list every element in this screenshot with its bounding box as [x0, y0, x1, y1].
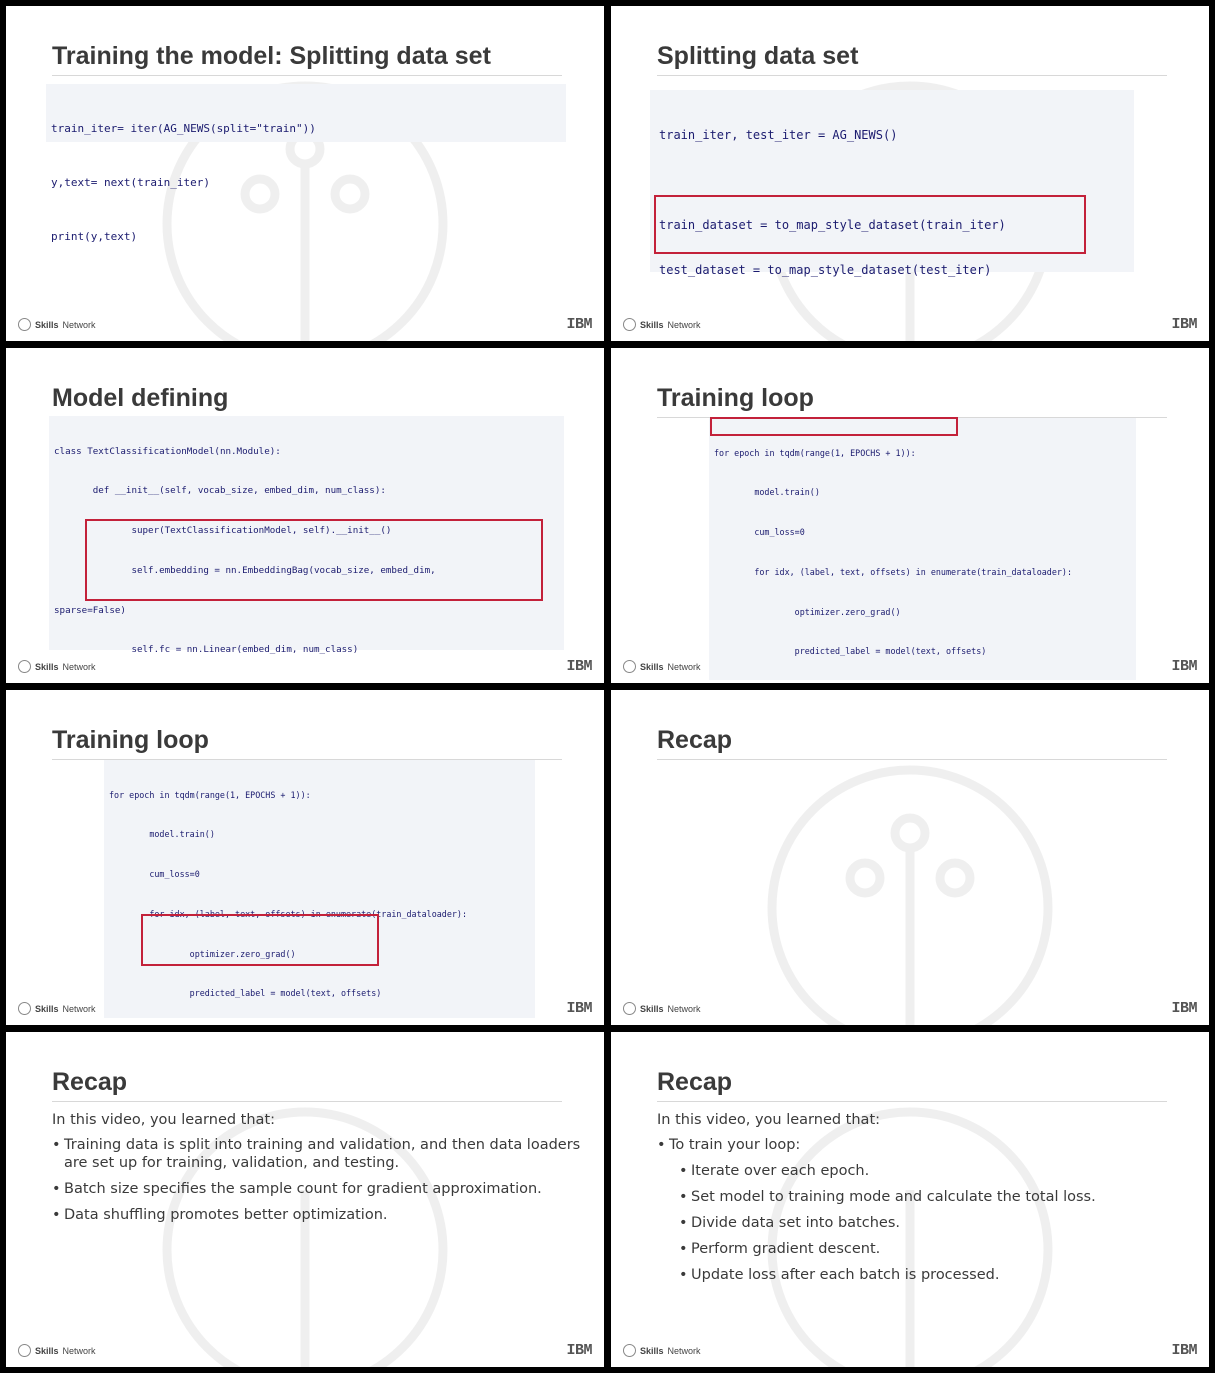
code-line: class TextClassificationModel(nn.Module):: [54, 445, 281, 457]
skills-network-logo: Skills Network: [623, 1002, 701, 1015]
bullet-list: [52, 1136, 584, 1224]
sub-bullet-item: • Perform gradient descent.: [679, 1240, 1189, 1258]
slide-splitting-data-set[interactable]: [611, 6, 1209, 341]
ibm-logo: IBM: [566, 316, 592, 333]
skills-network-logo: Skills Network: [623, 660, 701, 673]
code-line: predicted_label = model(text, offsets): [714, 646, 987, 657]
skills-network-logo: Skills Network: [18, 318, 96, 331]
slide-title: Training the model: Splitting data set: [52, 42, 562, 76]
slide-recap-title[interactable]: [611, 690, 1209, 1025]
code-line: for epoch in tqdm(range(1, EPOCHS + 1)):: [109, 789, 311, 800]
highlight-box: [85, 519, 543, 601]
recap-body: [52, 1112, 584, 1232]
bullet-list: [657, 1136, 1189, 1284]
sub-bullet-item: • Update loss after each batch is processed.: [679, 1266, 1189, 1284]
code-line: cum_loss=0: [109, 869, 200, 879]
code-line: [659, 308, 1134, 323]
slide-title: Recap: [52, 1068, 562, 1102]
ibm-logo: IBM: [1171, 1000, 1197, 1017]
recap-body: [657, 1112, 1189, 1292]
skills-network-icon: [623, 1002, 636, 1015]
sub-bullet-item: • Iterate over each epoch.: [679, 1162, 1189, 1180]
skills-network-icon: [18, 1344, 31, 1357]
slide-title: Model defining: [52, 384, 562, 418]
highlight-box: [710, 417, 958, 436]
bullet-item: • To train your loop:: [657, 1136, 1189, 1154]
code-line: model.train(): [109, 829, 215, 840]
bullet-item: • Data shuffling promotes better optimization.: [52, 1206, 584, 1224]
sub-bullet-item: • Divide data set into batches.: [679, 1214, 1189, 1232]
slide-training-loop-2[interactable]: [6, 690, 604, 1025]
code-block: [46, 84, 566, 243]
code-line: y,text= next(train_iter): [51, 176, 210, 189]
ibm-logo: IBM: [566, 1342, 592, 1359]
skills-network-logo: Skills Network: [18, 1344, 96, 1357]
code-line: print(y,text): [51, 230, 138, 243]
slide-title: Training loop: [52, 726, 562, 760]
bullet-item: • Batch size specifies the sample count for gradient approximation.: [52, 1180, 584, 1198]
ibm-logo: IBM: [1171, 316, 1197, 333]
code-line: train_dataset = to_map_style_dataset(train_iter): [659, 218, 1006, 232]
highlight-box: [141, 914, 379, 966]
code-line: cum_loss=0: [714, 527, 805, 537]
ibm-logo: IBM: [1171, 1342, 1197, 1359]
code-line: model.train(): [714, 487, 820, 498]
tree-watermark-icon: [760, 758, 1060, 1026]
slide-training-loop-1[interactable]: [611, 348, 1209, 683]
code-line: test_dataset = to_map_style_dataset(test_iter): [659, 263, 992, 277]
slide-recap-training[interactable]: [611, 1032, 1209, 1367]
ibm-logo: IBM: [1171, 658, 1197, 675]
code-line: super(TextClassificationModel, self).__init__(): [54, 525, 392, 536]
code-line: for idx, (label, text, offsets) in enumerate(train_dataloader):: [714, 566, 1072, 577]
skills-network-icon: [18, 1002, 31, 1015]
code-line: [659, 173, 1134, 188]
skills-network-logo: Skills Network: [18, 1002, 96, 1015]
skills-network-icon: [18, 660, 31, 673]
skills-network-logo: Skills Network: [623, 318, 701, 331]
skills-network-logo: Skills Network: [18, 660, 96, 673]
recap-intro: In this video, you learned that:: [657, 1112, 881, 1128]
code-line: optimizer.zero_grad(): [109, 948, 296, 959]
code-line: optimizer.zero_grad(): [714, 606, 901, 617]
code-line: self.embedding = nn.EmbeddingBag(vocab_size, embed_dim,: [54, 564, 436, 576]
slide-title: Training loop: [657, 384, 1167, 418]
bullet-item: • Training data is split into training and validation, and then data loaders are set up for training, validation, and testing.: [52, 1136, 584, 1172]
code-line: for idx, (label, text, offsets) in enumerate(train_dataloader):: [109, 908, 467, 919]
code-block: [709, 418, 1136, 680]
skills-network-icon: [623, 1344, 636, 1357]
slide-splitting-intro[interactable]: [6, 6, 604, 341]
slide-title: Recap: [657, 726, 1167, 760]
code-line: train_iter, test_iter = AG_NEWS(): [659, 128, 898, 142]
code-block: [104, 760, 535, 1018]
ibm-logo: IBM: [566, 658, 592, 675]
highlight-box: [654, 195, 1086, 254]
code-line: def __init__(self, vocab_size, embed_dim, num_class):: [54, 485, 386, 497]
skills-network-logo: Skills Network: [623, 1344, 701, 1357]
code-line: self.fc = nn.Linear(embed_dim, num_class): [54, 644, 359, 656]
sub-bullet-item: • Set model to training mode and calculate the total loss.: [679, 1188, 1189, 1206]
skills-network-icon: [18, 318, 31, 331]
ibm-logo: IBM: [566, 1000, 592, 1017]
slide-title: Splitting data set: [657, 42, 1167, 76]
code-line: sparse=False): [54, 604, 126, 616]
skills-network-icon: [623, 660, 636, 673]
recap-intro: In this video, you learned that:: [52, 1112, 276, 1128]
code-line: predicted_label = model(text, offsets): [109, 988, 382, 999]
slide-title: Recap: [657, 1068, 1167, 1102]
code-line: for epoch in tqdm(range(1, EPOCHS + 1)):: [714, 447, 916, 458]
code-line: train_iter= iter(AG_NEWS(split="train")): [51, 122, 316, 135]
slide-recap-data[interactable]: [6, 1032, 604, 1367]
skills-network-icon: [623, 318, 636, 331]
slide-model-defining[interactable]: [6, 348, 604, 683]
